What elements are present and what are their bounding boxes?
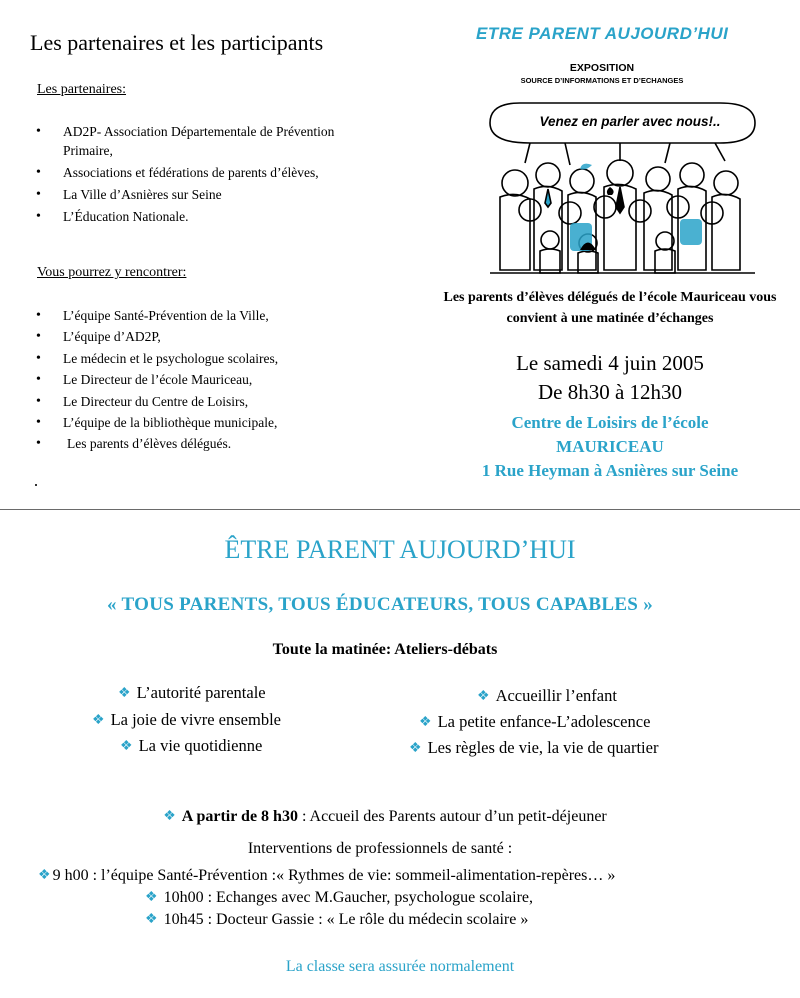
list-item: • Le médecin et le psychologue scolaires, xyxy=(36,349,366,368)
diamond-bullet-icon: ❖ xyxy=(92,713,105,728)
diamond-bullet-icon: ❖ xyxy=(120,739,133,754)
slogan: « TOUS PARENTS, TOUS ÉDUCATEURS, TOUS CAPABLES » xyxy=(106,594,654,615)
diamond-bullet-icon: ❖ xyxy=(38,868,51,883)
list-item: • La Ville d’Asnières sur Seine xyxy=(36,185,336,204)
intervention-item xyxy=(145,889,533,907)
venue-name: Centre de Loisirs de l’école xyxy=(511,413,709,432)
diamond-bullet-icon: ❖ xyxy=(118,686,131,701)
workshop-label: La vie quotidienne xyxy=(138,736,263,755)
section-title: Les partenaires et les participants xyxy=(30,30,324,55)
invitation-text: Les parents d’élèves délégués de l’école Mauriceau vous convient à une matinée d’échanges xyxy=(443,290,777,326)
list-item: • Le Directeur de l’école Mauriceau, xyxy=(36,370,366,389)
speech-bubble-text: Venez en parler avec nous!.. xyxy=(539,114,721,129)
page-title: ÊTRE PARENT AUJOURD’HUI xyxy=(224,535,576,564)
event-time: De 8h30 à 12h30 xyxy=(537,380,683,404)
intervention-item xyxy=(145,911,528,929)
workshop-item xyxy=(92,710,281,730)
list-item: • L’équipe d’AD2P, xyxy=(36,327,366,346)
meet-heading: Vous pourrez y rencontrer: xyxy=(37,265,187,280)
venue-name-2: MAURICEAU xyxy=(556,437,664,456)
workshop-item xyxy=(419,712,650,732)
meet-list xyxy=(36,306,366,456)
workshops-heading: Toute la matinée: Ateliers-débats xyxy=(272,641,498,658)
poster-subtitle-2: SOURCE D’INFORMATIONS ET D’ECHANGES xyxy=(520,76,684,85)
workshop-item xyxy=(118,683,266,703)
workshop-item xyxy=(120,736,262,756)
venue-address: 1 Rue Heyman à Asnières sur Seine xyxy=(481,461,739,480)
event-date: Le samedi 4 juin 2005 xyxy=(516,351,704,375)
page-divider xyxy=(0,509,800,510)
intervention-text: 9 h00 : l’équipe Santé-Prévention :« Rythmes de vie: sommeil-alimentation-repères… » xyxy=(52,867,616,884)
list-item: • L’équipe Santé-Prévention de la Ville, xyxy=(36,306,366,325)
diamond-bullet-icon: ❖ xyxy=(163,809,176,824)
diamond-bullet-icon: ❖ xyxy=(409,741,422,756)
diamond-bullet-icon: ❖ xyxy=(145,890,158,905)
workshop-item xyxy=(477,686,617,706)
list-item: • L’Éducation Nationale. xyxy=(36,207,336,226)
list-item: • Le Directeur du Centre de Loisirs, xyxy=(36,392,366,411)
intervention-text: 10h00 : Echanges avec M.Gaucher, psychologue scolaire, xyxy=(163,889,534,906)
breakfast-text: : Accueil des Parents autour d’un petit-déjeuner xyxy=(297,808,607,825)
workshop-label: Accueillir l’enfant xyxy=(495,686,617,705)
list-item: • Associations et fédérations de parents d’élèves, xyxy=(36,163,336,182)
partners-list xyxy=(36,122,336,229)
stray-dot xyxy=(35,484,37,486)
interventions-heading: Interventions de professionnels de santé : xyxy=(247,840,513,857)
diamond-bullet-icon: ❖ xyxy=(145,912,158,927)
footer-note: La classe sera assurée normalement xyxy=(285,958,515,975)
workshop-label: La petite enfance-L’adolescence xyxy=(437,712,651,731)
partners-heading: Les partenaires: xyxy=(37,82,127,97)
list-item: • AD2P- Association Départementale de Prévention Primaire, xyxy=(36,122,336,160)
intervention-text: 10h45 : Docteur Gassie : « Le rôle du médecin scolaire » xyxy=(163,911,529,928)
list-item: • Les parents d’élèves délégués. xyxy=(36,434,366,453)
list-item: • L’équipe de la bibliothèque municipale, xyxy=(36,413,366,432)
breakfast-line xyxy=(0,808,770,826)
diamond-bullet-icon: ❖ xyxy=(419,715,432,730)
workshop-label: La joie de vivre ensemble xyxy=(110,710,281,729)
workshop-item xyxy=(409,738,658,758)
workshop-label: Les règles de vie, la vie de quartier xyxy=(427,738,659,757)
poster-subtitle: EXPOSITION xyxy=(569,62,635,74)
intervention-item xyxy=(38,867,615,885)
diamond-bullet-icon: ❖ xyxy=(477,689,490,704)
workshop-label: L’autorité parentale xyxy=(136,683,266,702)
breakfast-time: A partir de 8 h30 xyxy=(181,808,298,825)
poster-title: ETRE PARENT AUJOURD’HUI xyxy=(476,24,729,43)
